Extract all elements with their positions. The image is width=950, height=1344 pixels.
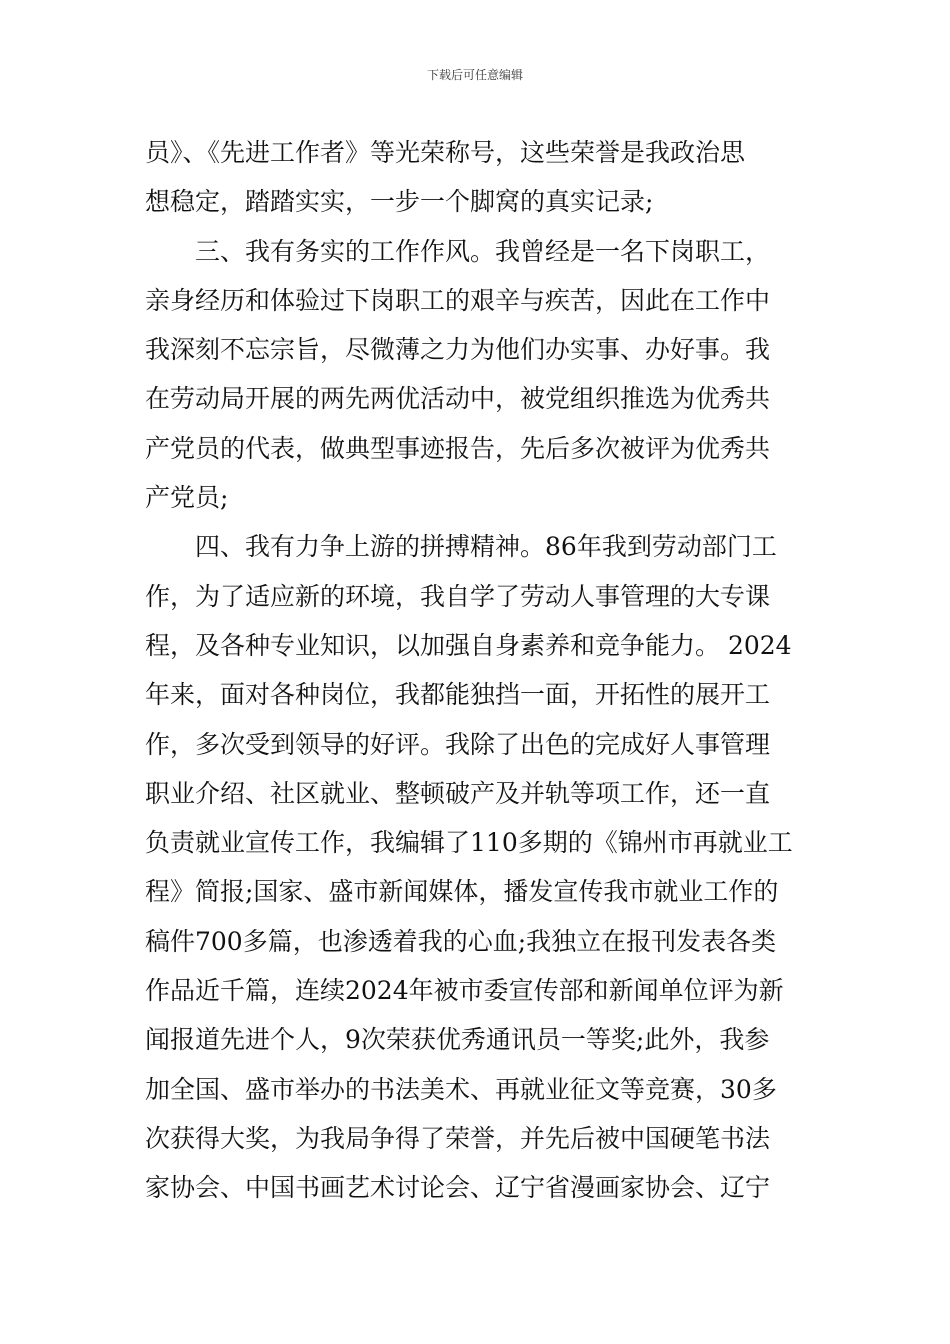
text-line: 程，及各种专业知识，以加强自身素养和竞争能力。 2024 xyxy=(145,630,792,660)
document-body xyxy=(145,128,809,1213)
text-line: 产党员; xyxy=(145,483,229,513)
text-line: 年来，面对各种岗位，我都能独挡一面，开拓性的展开工 xyxy=(145,680,771,710)
text-line: 产党员的代表，做典型事迹报告，先后多次被评为优秀共 xyxy=(145,433,771,463)
header-note: 下载后可任意编辑 xyxy=(426,68,523,82)
text-line: 稿件700多篇，也渗透着我的心血;我独立在报刊发表各类 xyxy=(145,926,777,956)
text-line: 负责就业宣传工作，我编辑了110多期的《锦州市再就业工 xyxy=(145,828,793,858)
text-line: 加全国、盛市举办的书法美术、再就业征文等竞赛，30多 xyxy=(145,1074,777,1104)
text-line: 员》、《先进工作者》等光荣称号，这些荣誉是我政治思 xyxy=(145,138,746,167)
text-line: 次获得大奖，为我局争得了荣誉，并先后被中国硬笔书法 xyxy=(145,1123,771,1153)
text-line: 亲身经历和体验过下岗职工的艰辛与疾苦，因此在工作中 xyxy=(145,285,771,315)
text-line: 闻报道先进个人，9次荣获优秀通讯员一等奖;此外，我参 xyxy=(145,1025,770,1055)
text-line: 想稳定，踏踏实实，一步一个脚窝的真实记录; xyxy=(145,187,654,217)
text-line: 作品近千篇，连续2024年被市委宣传部和新闻单位评为新 xyxy=(145,976,784,1006)
text-line: 作，多次受到领导的好评。我除了出色的完成好人事管理 xyxy=(145,729,771,759)
text-line: 作，为了适应新的环境，我自学了劳动人事管理的大专课 xyxy=(145,581,771,611)
text-line: 我深刻不忘宗旨，尽微薄之力为他们办实事、办好事。我 xyxy=(145,335,771,365)
text-line: 程》简报;国家、盛市新闻媒体，播发宣传我市就业工作的 xyxy=(145,877,779,907)
text-line: 职业介绍、社区就业、整顿破产及并轨等项工作，还一直 xyxy=(145,778,771,808)
text-line: 在劳动局开展的两先两优活动中，被党组织推选为优秀共 xyxy=(145,384,771,414)
paragraph-first-line: 四、我有力争上游的拼搏精神。86年我到劳动部门工 xyxy=(195,532,777,562)
text-line: 家协会、中国书画艺术讨论会、辽宁省漫画家协会、辽宁 xyxy=(145,1173,771,1203)
paragraph-first-line: 三、我有务实的工作作风。我曾经是一名下岗职工， xyxy=(195,236,771,266)
